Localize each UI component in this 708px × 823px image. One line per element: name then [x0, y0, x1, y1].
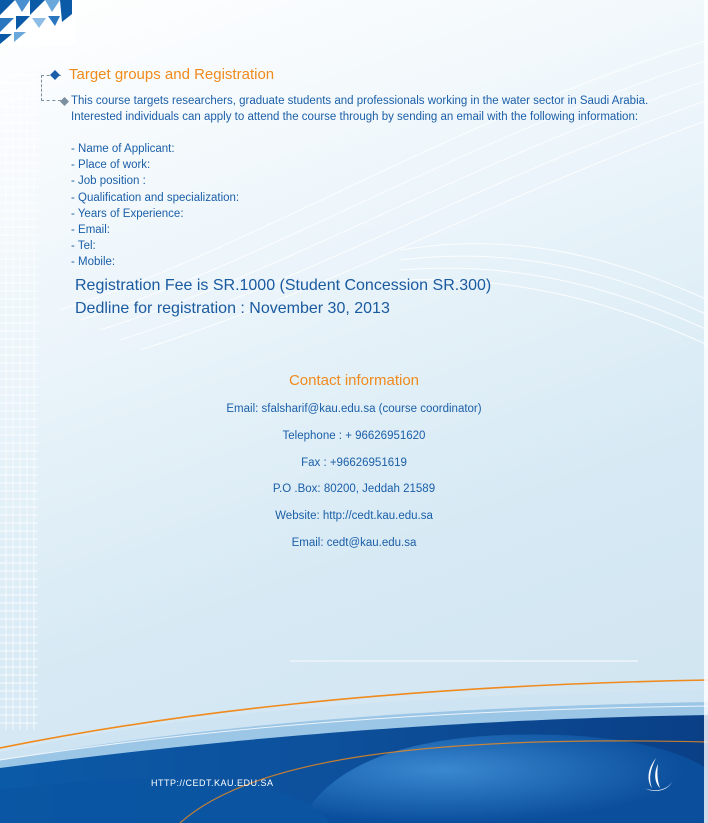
list-item: - Mobile:: [71, 256, 116, 269]
contact-email-link[interactable]: Email: cedt@kau.edu.sa: [291, 537, 417, 549]
registration-fee: Registration Fee is SR.1000 (Student Concession SR.300): [75, 277, 492, 294]
fax: Fax : +96626951619: [301, 457, 407, 469]
footer-url-link[interactable]: HTTP://CEDT.KAU.EDU.SA: [151, 778, 274, 788]
list-item: - Years of Experience:: [71, 207, 184, 220]
registration-deadline: Dedline for registration : November 30, 2013: [75, 300, 390, 317]
coordinator-email: Email: sfalsharif@kau.edu.sa (course coordinator): [226, 403, 482, 415]
triangle-pattern-icon: [0, 0, 75, 45]
list-item: - Tel:: [71, 240, 96, 253]
diamond-bullet-icon: [50, 70, 60, 80]
sail-logo-icon: [638, 754, 678, 794]
section-title: Target groups and Registration: [69, 66, 275, 83]
list-item: - Place of work:: [71, 159, 151, 172]
intro-paragraph: This course targets researchers, graduate students and professionals working in the water sector in Saudi Arabia. Interested individuals can apply to attend the course through by sending an email with the following information:: [71, 95, 649, 124]
po-box: P.O .Box: 80200, Jeddah 21589: [272, 483, 436, 495]
website-link[interactable]: Website: http://cedt.kau.edu.sa: [275, 510, 433, 522]
fee-block: [75, 274, 491, 320]
telephone: Telephone : + 96626951620: [282, 430, 426, 442]
list-item: - Job position :: [71, 175, 146, 188]
list-item: - Qualification and specialization:: [71, 191, 240, 204]
list-item: - Name of Applicant:: [71, 143, 175, 155]
list-item: - Email:: [71, 224, 110, 237]
contact-title: Contact information: [288, 372, 420, 389]
diamond-bullet-icon: [60, 97, 69, 106]
required-info-list: [71, 141, 239, 271]
